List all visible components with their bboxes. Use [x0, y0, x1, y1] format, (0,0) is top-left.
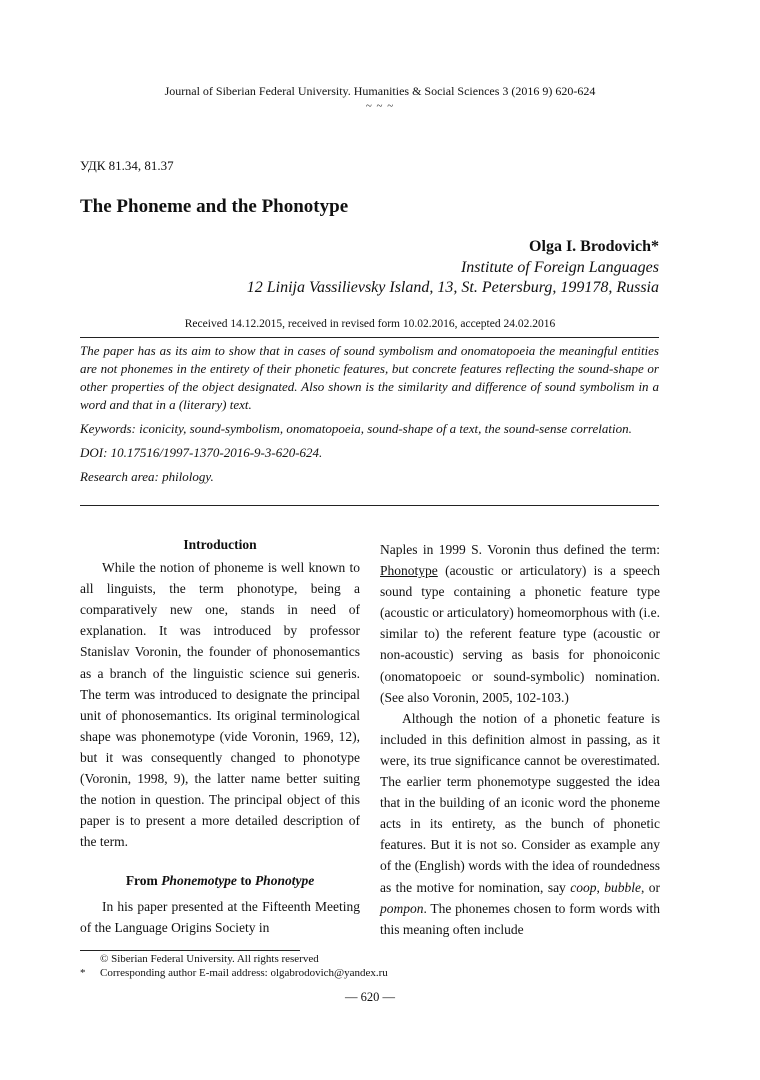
keywords: Keywords: iconicity, sound-symbolism, onomatopoeia, sound-shape of a text, the sound-sense correlation. — [80, 421, 632, 436]
page-number: — 620 — — [345, 990, 395, 1004]
abstract-bottom-rule — [80, 505, 659, 506]
section-heading-term2: Phonotype — [254, 873, 315, 889]
example-separator-2: , or — [641, 879, 661, 895]
left-column — [80, 534, 360, 938]
corresponding-text: Corresponding author E-mail address: olgabrodovich@yandex.ru — [100, 967, 388, 979]
feature-paragraph-start: Although the notion of a phonetic feature is included in this definition almost in passing, as it were, its true significance cannot be overestimated. The earlier term phonemotype suggested the idea that in the building of an iconic word the phoneme acts in its entirety, as the bunch of phonetic features. But it is not so. Consider as example any of the (English) words with the idea of roundedness as the motive for nomination, say — [380, 710, 660, 895]
example-separator-1: , — [596, 879, 605, 895]
definition-start: Naples in 1999 S. Voronin thus defined the term: — [380, 542, 660, 557]
definition-rest: (acoustic or articulatory) is a speech sound type containing a phonetic feature type (acoustic or articulatory) homeomorphous with (i.e. similar to) the referent feature type (acoustic or non-acoustic) serving as basis for phonoiconic (onomatopoeic or sound-symbolic) nomination. (See also Voronin, 2005, 102-103.) — [380, 563, 660, 705]
udk-code: УДК 81.34, 81.37 — [80, 158, 174, 173]
paper-title: The Phoneme and the Phonotype — [80, 196, 349, 217]
footnote-copyright — [80, 953, 580, 965]
example-word-coop: coop — [570, 879, 597, 895]
abstract-text: The paper has as its aim to show that in cases of sound symbolism and onomatopoeia the meaningful entities are not phonemes in the entirety of their phonetic features, but concrete features reflecting the sound-shape or other properties of the object designated. Also shown is the similarity and difference of sound symbolism in a word and that in a (literary) text. — [80, 343, 659, 412]
introduction-heading: Introduction — [183, 537, 257, 552]
section-paragraph: In his paper presented at the Fifteenth Meeting of the Language Origins Society in — [80, 898, 360, 935]
author-address: 12 Linija Vassilievsky Island, 13, St. Petersburg, 199178, Russia — [246, 279, 659, 296]
section-heading-term1: Phonemotype — [161, 873, 237, 889]
doi: DOI: 10.17516/1997-1370-2016-9-3-620-624. — [80, 445, 323, 460]
author-institution: Institute of Foreign Languages — [460, 259, 659, 276]
feature-paragraph-end: . The phonemes chosen to form words with this meaning often include — [380, 900, 660, 937]
right-column — [380, 539, 660, 940]
example-word-bubble: bubble — [604, 879, 641, 895]
research-area: Research area: philology. — [80, 469, 214, 484]
footnote-star: * — [80, 967, 86, 979]
journal-header: Journal of Siberian Federal University. Humanities & Social Sciences 3 (2016 9) 620-624 — [164, 84, 596, 98]
abstract-block — [80, 342, 659, 492]
header-ornament: ~ ~ ~ — [365, 100, 395, 112]
footnote-rule — [80, 950, 300, 951]
footnote-corresponding — [80, 967, 580, 979]
example-word-pompon: pompon — [380, 900, 424, 916]
feature-paragraph — [380, 708, 660, 940]
abstract-top-rule — [80, 337, 659, 338]
phonotype-term: Phonotype — [380, 563, 438, 579]
received-dates: Received 14.12.2015, received in revised form 10.02.2016, accepted 24.02.2016 — [184, 318, 556, 330]
author-name: Olga I. Brodovich* — [529, 238, 659, 255]
section-heading-from: From — [125, 873, 162, 889]
section-heading-to: to — [236, 873, 255, 889]
copyright-text: © Siberian Federal University. All rights reserved — [100, 953, 319, 965]
definition-paragraph — [380, 539, 660, 708]
section-heading — [80, 870, 360, 891]
introduction-paragraph: While the notion of phoneme is well known to all linguists, the term phonotype, being a comparatively new one, stands in need of explanation. It was introduced by professor Stanislav Voronin, the founder of phonosemantics as a branch of the linguistic science sui generis. The term was introduced to designate the principal unit of phonosemantics. Its original terminological shape was phonemotype (vide Voronin, 1969, 12), but it was consequently changed to phonotype (Voronin, 1998, 9), the latter name better suiting the notion in question. The principal object of this paper is to present a more detailed description of the term. — [80, 560, 360, 850]
